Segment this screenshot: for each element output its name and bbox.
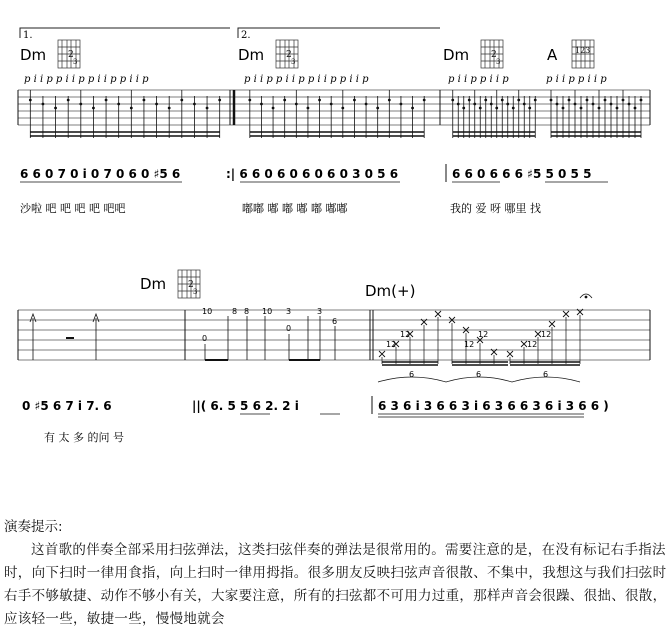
strum-dot — [377, 107, 379, 109]
jianpu-row-5: ||( 6. 5 5 6 2. 2 i — [192, 399, 299, 413]
tab-note-8: 0 — [202, 334, 208, 343]
chord-diagrams-1 — [58, 40, 594, 68]
svg-text:12: 12 — [464, 340, 475, 349]
strum-dot — [400, 103, 402, 105]
strum-dot — [181, 99, 183, 101]
tab-note-2: 8 — [232, 307, 238, 316]
strum-dot — [130, 107, 132, 109]
ending-2-label: 2. — [241, 30, 251, 41]
tab-note-1: 10 — [202, 307, 213, 316]
strum-dot — [156, 103, 158, 105]
svg-text:3: 3 — [193, 288, 198, 296]
strum-dot — [272, 107, 274, 109]
strum-dot — [507, 103, 509, 105]
strum-dot — [342, 107, 344, 109]
strum-dot — [206, 107, 208, 109]
lyrics-row-3: 我的 爱 呀 哪里 找 — [450, 202, 541, 215]
chord-dm-1: Dm — [20, 46, 47, 64]
tab-stems-2 — [205, 316, 338, 360]
performance-tips — [4, 516, 668, 631]
strum-dot — [295, 103, 297, 105]
strum-dot — [353, 99, 355, 101]
strum-dot — [118, 103, 120, 105]
svg-text:2: 2 — [188, 280, 194, 290]
tuplet-1: 6 — [409, 370, 415, 379]
harmonic-x — [435, 311, 441, 317]
svg-text:3: 3 — [73, 58, 78, 66]
strum-dot — [463, 107, 465, 109]
strum-dot — [518, 99, 520, 101]
tuplet-3: 6 — [543, 370, 549, 379]
svg-text:123: 123 — [575, 46, 591, 55]
chord-dm-3: Dm — [443, 46, 470, 64]
strum-dot — [610, 103, 612, 105]
strum-dot — [412, 107, 414, 109]
strum-dot — [365, 103, 367, 105]
strum-dot — [616, 107, 618, 109]
strum-dot — [42, 103, 44, 105]
harmonic-x — [507, 351, 513, 357]
svg-text:2: 2 — [68, 50, 74, 60]
strum-dot — [319, 99, 321, 101]
strum-dot — [485, 99, 487, 101]
strum-dot — [580, 107, 582, 109]
harmonic-x — [379, 351, 385, 357]
svg-text:2: 2 — [286, 50, 292, 60]
strum-dot — [219, 99, 221, 101]
strum-dot — [330, 103, 332, 105]
strum-dot — [468, 99, 470, 101]
strum-dot — [168, 107, 170, 109]
jianpu-underlines-2 — [240, 414, 584, 417]
strum-dot — [388, 99, 390, 101]
strum-dot — [628, 103, 630, 105]
strum-dot — [598, 107, 600, 109]
strum-dot — [474, 103, 476, 105]
strum-dot — [640, 99, 642, 101]
ending-1-label: 1. — [23, 30, 33, 41]
tuplet-2: 6 — [476, 370, 482, 379]
strum-dot — [452, 99, 454, 101]
lyrics-row-2: 嘟嘟 嘟 嘟 嘟 嘟 嘟嘟 — [242, 202, 348, 215]
strum-dot — [423, 99, 425, 101]
lyrics-row-4: 有 太 多 的问 号 — [44, 431, 124, 444]
tab-staff-1 — [18, 90, 650, 125]
jianpu-row-3: 6 6 0 6 6 6 ♯5 5 0 5 5 — [452, 167, 592, 181]
tab-note-7: 6 — [332, 317, 338, 326]
strum-dot — [556, 103, 558, 105]
strum-dot — [55, 107, 57, 109]
tab-barlines-1 — [18, 90, 650, 125]
strum-dot — [592, 103, 594, 105]
fermata — [580, 294, 592, 298]
tab-note-9: 0 — [286, 324, 292, 333]
strum-dot — [92, 107, 94, 109]
strum-dot — [529, 107, 531, 109]
strum-dot — [67, 99, 69, 101]
strum-dot — [604, 99, 606, 101]
strum-dot — [284, 99, 286, 101]
strum-dot — [568, 99, 570, 101]
harmonic-x — [549, 321, 555, 327]
harmonic-x — [563, 311, 569, 317]
jianpu-row-6: 6 3 6 i 3 6 6 3 i 6 3 6 6 3 6 i 3 6 6 ) — [378, 399, 609, 413]
strum-dot — [512, 107, 514, 109]
svg-text:12: 12 — [478, 330, 489, 339]
strum-dot — [143, 99, 145, 101]
strum-dot — [193, 103, 195, 105]
svg-text:12: 12 — [527, 340, 538, 349]
strum-dot — [501, 99, 503, 101]
strum-dot — [307, 107, 309, 109]
strum-dot — [534, 99, 536, 101]
strum-dot — [260, 103, 262, 105]
tips-title: 演奏提示: — [4, 519, 63, 535]
jianpu-row-4: 0 ♯5 6 7 i 7. 6 — [22, 399, 112, 413]
strum-dot — [622, 99, 624, 101]
picking-row-2: p i i p p i i p p i i p p i i p — [244, 74, 369, 85]
strum-dot — [634, 107, 636, 109]
tab-note-4: 10 — [262, 307, 273, 316]
chord-diagram-2 — [178, 270, 200, 298]
picking-row-3: p i i p p i i p — [448, 74, 509, 85]
chord-dm-2: Dm — [238, 46, 265, 64]
strum-dot — [586, 99, 588, 101]
svg-text:12: 12 — [386, 340, 397, 349]
tips-body: 这首歌的伴奏全部采用扫弦弹法，这类扫弦伴奏的弹法是很常用的。需要注意的是，在没有标记右手指法时，向下扫时一律用食指，向上扫时一律用拇指。很多朋友反映扫弦声音很散、不集中，我想这与我们扫弦时右手不够敏捷、动作不够小有关，大家要注意，所有的扫弦都不可用力过重，那样声音会很躁、很拙、很散，应该轻一些，敏捷一些，慢慢地就会 — [4, 542, 667, 627]
strum-dot — [574, 103, 576, 105]
picking-row-4: p i i p p i i p — [546, 74, 607, 85]
strum-dot — [80, 103, 82, 105]
svg-text:3: 3 — [291, 58, 296, 66]
tab-note-3: 8 — [244, 307, 250, 316]
strum-dot — [550, 99, 552, 101]
tab-note-6: 3 — [317, 307, 323, 316]
jianpu-row-1: 6 6 0 7 0 i 0 7 0 6 0 ♯5 6 — [20, 167, 181, 181]
picking-row-1: p i i p p i i p p i i p p i i p — [24, 74, 149, 85]
strum-dot — [479, 107, 481, 109]
strum-dot — [523, 103, 525, 105]
strum-dot — [29, 99, 31, 101]
strum-dot — [562, 107, 564, 109]
strum-dot — [496, 107, 498, 109]
chord-dm-4: Dm — [140, 275, 167, 293]
svg-text:12: 12 — [541, 330, 552, 339]
strum-dot — [457, 103, 459, 105]
strum-dot — [249, 99, 251, 101]
lyrics-row-1: 沙啦 吧 吧 吧 吧 吧吧 — [20, 202, 126, 215]
chord-a: A — [547, 46, 558, 64]
svg-text:2: 2 — [491, 50, 497, 60]
svg-text:3: 3 — [496, 58, 501, 66]
chord-dm-plus: Dm(+) — [365, 282, 416, 300]
strum-dot — [105, 99, 107, 101]
strum-marks-2 — [30, 314, 99, 360]
svg-text:12: 12 — [400, 330, 411, 339]
strum-dot — [490, 103, 492, 105]
tab-note-5: 3 — [286, 307, 292, 316]
ending-brackets — [20, 28, 440, 38]
jianpu-row-2: :| 6 6 0 6 0 6 0 6 0 3 0 5 6 — [226, 167, 399, 181]
